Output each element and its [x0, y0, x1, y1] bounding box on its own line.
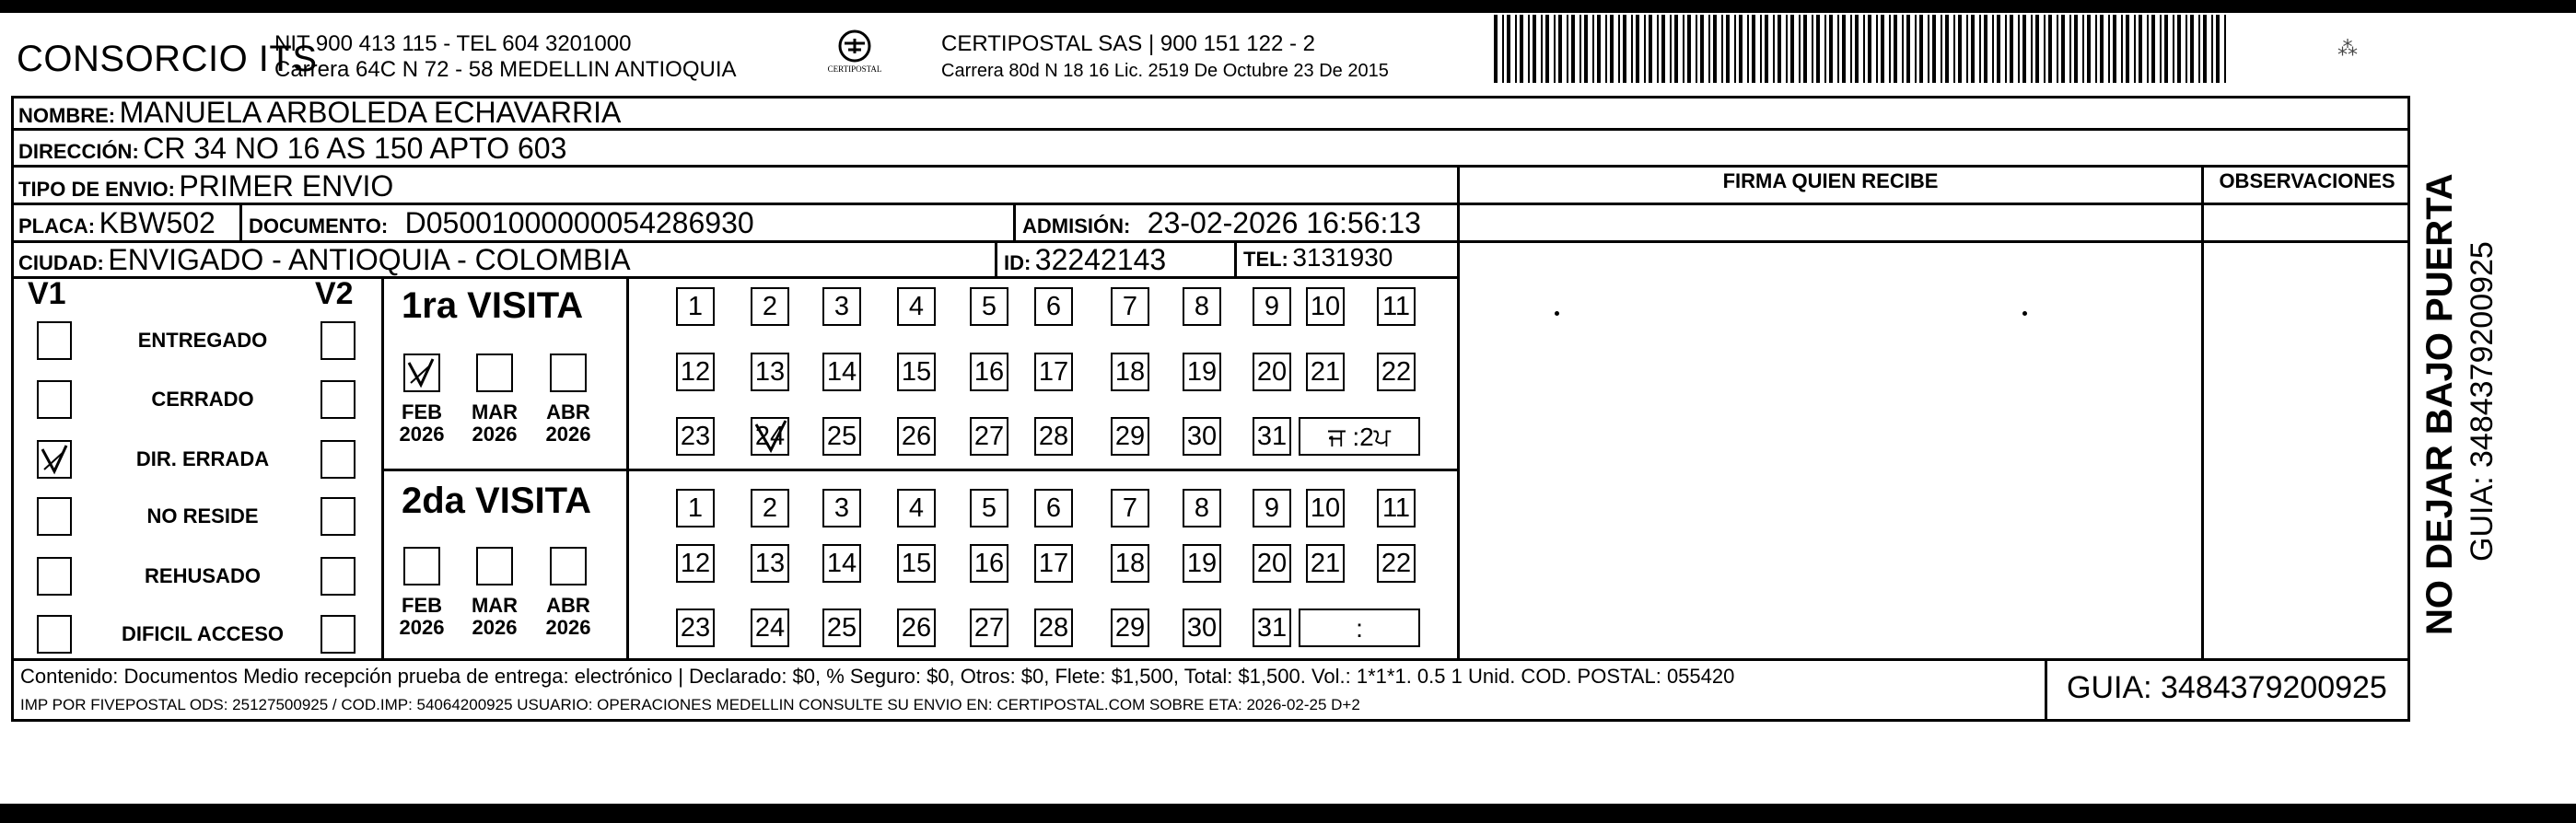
footer-guia-number: GUIA: 3484379200925 [2067, 670, 2387, 705]
day-box-1[interactable]: 1 [676, 287, 715, 326]
day-box-31[interactable]: 31 [1253, 609, 1291, 647]
day-box-20[interactable]: 20 [1253, 353, 1291, 391]
status-v2-checkbox[interactable] [321, 557, 356, 596]
footer-print-line: IMP POR FIVEPOSTAL ODS: 25127500925 / COD.IMP: 54064200925 USUARIO: OPERACIONES MEDELLIN CONSULTE SU ENVIO EN: CERTIPOSTAL.COM SOBRE ETA: 2026-02-25 D+2 [20, 696, 1360, 713]
day-box-26[interactable]: 26 [897, 609, 936, 647]
day-box-31[interactable]: 31 [1253, 417, 1291, 456]
month-checkbox[interactable] [403, 547, 440, 585]
row-divider [1457, 240, 2410, 243]
day-box-25[interactable]: 25 [822, 609, 861, 647]
row-divider [11, 658, 2410, 661]
year-label: 2026 [472, 616, 518, 639]
year-label: 2026 [545, 616, 591, 639]
document-value: D05001000000054286930 [404, 206, 754, 239]
day-box-21[interactable]: 21 [1306, 353, 1345, 391]
shipment-type-value: PRIMER ENVIO [179, 169, 394, 203]
day-box-2[interactable]: 2 [751, 287, 789, 326]
day-box-9[interactable]: 9 [1253, 287, 1291, 326]
city-field [18, 243, 631, 277]
city-label: CIUDAD: [18, 251, 104, 274]
address-value: CR 34 NO 16 AS 150 APTO 603 [143, 132, 567, 165]
day-box-28[interactable]: 28 [1034, 609, 1073, 647]
month-label: MAR [471, 400, 519, 423]
footer-content-line: Contenido: Documentos Medio recepción prueba de entrega: electrónico | Declarado: $0, % Seguro: $0, Otros: $0, Flete: $1,500, Total: $1,500. Vol.: 1*1*1. 0.5 1 Unid. COD. POSTAL: 055420 [20, 665, 1735, 688]
day-box-22[interactable]: 22 [1377, 544, 1416, 583]
day-box-17[interactable]: 17 [1034, 544, 1073, 583]
day-box-4[interactable]: 4 [897, 287, 936, 326]
col-divider [1457, 165, 1460, 658]
day-box-15[interactable]: 15 [897, 353, 936, 391]
status-label: NO RESIDE [146, 504, 259, 527]
status-v2-checkbox[interactable] [321, 440, 356, 479]
day-box-16[interactable]: 16 [970, 544, 1008, 583]
shipment-barcode [1494, 15, 2231, 83]
status-label: CERRADO [151, 388, 254, 411]
status-label: DIFICIL ACCESO [121, 622, 284, 645]
visit2-time-box[interactable]: : [1299, 609, 1420, 647]
day-box-12[interactable]: 12 [676, 544, 715, 583]
year-label: 2026 [545, 423, 591, 446]
day-box-20[interactable]: 20 [1253, 544, 1291, 583]
day-box-23[interactable]: 23 [676, 609, 715, 647]
status-v1-checkbox[interactable] [37, 615, 72, 654]
tel-value: 3131930 [1292, 243, 1393, 272]
tel-field [1243, 243, 1393, 272]
year-label: 2026 [399, 423, 445, 446]
day-box-14[interactable]: 14 [822, 353, 861, 391]
day-box-30[interactable]: 30 [1183, 609, 1221, 647]
address-field [18, 132, 566, 166]
day-box-26[interactable]: 26 [897, 417, 936, 456]
day-box-2[interactable]: 2 [751, 489, 789, 527]
day-box-25[interactable]: 25 [822, 417, 861, 456]
cell-divider [1234, 240, 1237, 276]
day-box-8[interactable]: 8 [1183, 489, 1221, 527]
company-name: CONSORCIO ITS [17, 39, 318, 79]
name-label: NOMBRE: [18, 104, 116, 127]
cell-divider [239, 203, 242, 240]
day-box-29[interactable]: 29 [1111, 417, 1149, 456]
day-box-6[interactable]: 6 [1034, 287, 1073, 326]
company-info-line2: Carrera 64C N 72 - 58 MEDELLIN ANTIOQUIA [274, 57, 737, 82]
tel-label: TEL: [1243, 248, 1288, 271]
month-label: ABR [546, 400, 590, 423]
day-box-6[interactable]: 6 [1034, 489, 1073, 527]
status-v2-checkbox[interactable] [321, 321, 356, 360]
month-label: FEB [402, 400, 442, 423]
day-box-1[interactable]: 1 [676, 489, 715, 527]
day-box-3[interactable]: 3 [822, 489, 861, 527]
year-label: 2026 [399, 616, 445, 639]
month-checkbox[interactable] [476, 354, 513, 392]
courier-info-line1: CERTIPOSTAL SAS | 900 151 122 - 2 [941, 31, 1315, 56]
status-v1-checkbox[interactable] [37, 440, 72, 479]
visit1-title: 1ra VISITA [402, 285, 584, 326]
month-label: FEB [402, 594, 442, 617]
bottom-border-bar [0, 804, 2576, 823]
plate-field [18, 206, 216, 240]
visit1-status-header: V1 [28, 276, 66, 311]
visit-col-divider [381, 276, 384, 658]
day-box-3[interactable]: 3 [822, 287, 861, 326]
month-checkbox[interactable] [550, 354, 587, 392]
month-checkbox[interactable] [550, 547, 587, 585]
day-box-12[interactable]: 12 [676, 353, 715, 391]
day-box-24[interactable]: 24 [751, 417, 789, 456]
observations-column-title: OBSERVACIONES [2219, 169, 2395, 192]
day-box-16[interactable]: 16 [970, 353, 1008, 391]
status-label: DIR. ERRADA [135, 447, 270, 470]
shipment-type-field [18, 169, 393, 203]
side-guia-text: GUIA: 3484379200925 [2465, 241, 2500, 562]
admission-field [1022, 206, 1421, 240]
day-box-28[interactable]: 28 [1034, 417, 1073, 456]
year-label: 2026 [472, 423, 518, 446]
day-box-8[interactable]: 8 [1183, 287, 1221, 326]
day-box-11[interactable]: 11 [1377, 287, 1416, 326]
status-v1-checkbox[interactable] [37, 497, 72, 536]
day-box-5[interactable]: 5 [970, 287, 1008, 326]
status-label: REHUSADO [145, 564, 261, 587]
day-box-18[interactable]: 18 [1111, 353, 1149, 391]
day-box-17[interactable]: 17 [1034, 353, 1073, 391]
admission-label: ADMISIÓN: [1022, 214, 1131, 238]
status-v2-checkbox[interactable] [321, 497, 356, 536]
courier-info-line2: Carrera 80d N 18 16 Lic. 2519 De Octubre 23 De 2015 [941, 61, 1389, 81]
month-checkbox[interactable] [403, 354, 440, 392]
day-box-4[interactable]: 4 [897, 489, 936, 527]
day-box-27[interactable]: 27 [970, 609, 1008, 647]
days-col-divider [626, 276, 629, 658]
day-box-11[interactable]: 11 [1377, 489, 1416, 527]
cell-divider [1013, 203, 1016, 240]
signature-mark [1555, 311, 1559, 316]
status-v1-checkbox[interactable] [37, 321, 72, 360]
signature-column-title: FIRMA QUIEN RECIBE [1722, 169, 1939, 192]
plate-value: KBW502 [99, 206, 216, 239]
company-info-line1: NIT 900 413 115 - TEL 604 3201000 [274, 31, 632, 56]
id-value: 32242143 [1034, 243, 1167, 276]
day-box-7[interactable]: 7 [1111, 489, 1149, 527]
col-divider [2201, 165, 2204, 658]
day-box-19[interactable]: 19 [1183, 544, 1221, 583]
month-checkbox[interactable] [476, 547, 513, 585]
id-label: ID: [1004, 251, 1032, 274]
address-label: DIRECCIÓN: [18, 140, 139, 163]
day-box-10[interactable]: 10 [1306, 489, 1345, 527]
day-box-10[interactable]: 10 [1306, 287, 1345, 326]
month-label: MAR [471, 594, 519, 617]
day-box-13[interactable]: 13 [751, 353, 789, 391]
day-box-21[interactable]: 21 [1306, 544, 1345, 583]
top-border-bar [0, 0, 2576, 13]
shipment-type-label: TIPO DE ENVIO: [18, 178, 175, 201]
visit1-time-box[interactable]: ਜ :2ਪ [1299, 417, 1420, 456]
visit-divider [381, 469, 1457, 471]
footer-divider [2045, 658, 2047, 722]
id-field [1004, 243, 1166, 277]
plate-label: PLACA: [18, 214, 96, 238]
document-field [249, 206, 754, 240]
day-box-18[interactable]: 18 [1111, 544, 1149, 583]
day-box-24[interactable]: 24 [751, 609, 789, 647]
side-warning-text: NO DEJAR BAJO PUERTA [2419, 173, 2460, 635]
cell-divider [995, 240, 997, 276]
day-box-13[interactable]: 13 [751, 544, 789, 583]
day-box-22[interactable]: 22 [1377, 353, 1416, 391]
day-box-5[interactable]: 5 [970, 489, 1008, 527]
logo-caption: CERTIPOSTAL [827, 64, 882, 74]
status-v2-checkbox[interactable] [321, 615, 356, 654]
day-box-15[interactable]: 15 [897, 544, 936, 583]
status-v1-checkbox[interactable] [37, 380, 72, 419]
certipostal-logo [818, 28, 892, 81]
day-box-14[interactable]: 14 [822, 544, 861, 583]
document-label: DOCUMENTO: [249, 214, 389, 238]
visit2-status-header: V2 [315, 276, 354, 311]
day-box-29[interactable]: 29 [1111, 609, 1149, 647]
month-label: ABR [546, 594, 590, 617]
name-value: MANUELA ARBOLEDA ECHAVARRIA [119, 96, 622, 129]
status-v2-checkbox[interactable] [321, 380, 356, 419]
status-v1-checkbox[interactable] [37, 557, 72, 596]
day-box-23[interactable]: 23 [676, 417, 715, 456]
day-box-27[interactable]: 27 [970, 417, 1008, 456]
day-box-30[interactable]: 30 [1183, 417, 1221, 456]
name-field [18, 96, 621, 130]
city-value: ENVIGADO - ANTIOQUIA - COLOMBIA [108, 243, 631, 276]
admission-value: 23-02-2026 16:56:13 [1147, 206, 1421, 239]
visit2-title: 2da VISITA [402, 481, 591, 521]
signature-mark [2022, 311, 2027, 316]
scan-mark-icon: ⁂ [2337, 37, 2358, 60]
status-label: ENTREGADO [137, 329, 268, 352]
day-box-9[interactable]: 9 [1253, 489, 1291, 527]
day-box-19[interactable]: 19 [1183, 353, 1221, 391]
day-box-7[interactable]: 7 [1111, 287, 1149, 326]
day-check-mark-icon [752, 419, 789, 466]
